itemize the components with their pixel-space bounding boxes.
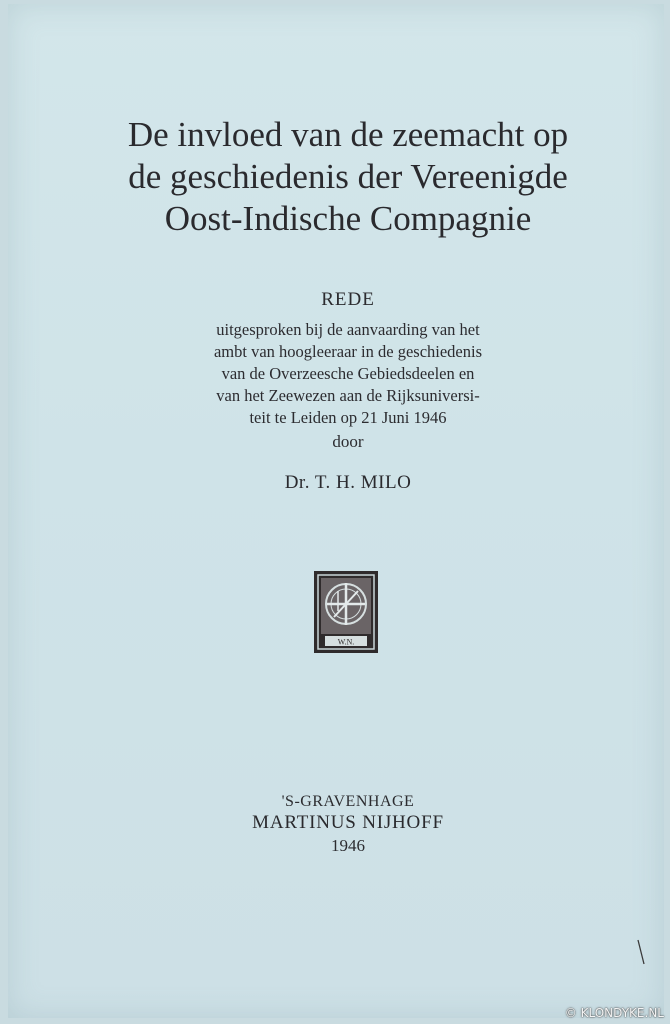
description-line: van de Overzeesche Gebiedsdeelen en xyxy=(221,364,475,383)
book-title xyxy=(68,114,628,240)
title-line: De invloed van de zeemacht op xyxy=(127,115,569,154)
description-line: ambt van hoogleeraar in de geschiedenis xyxy=(213,342,483,361)
description-line: teit te Leiden op 21 Juni 1946 xyxy=(249,408,447,427)
book-cover xyxy=(8,4,664,1018)
rede-heading: REDE xyxy=(321,289,375,310)
title-line: de geschiedenis der Vereenigde xyxy=(128,157,568,196)
title-line: Oost-Indische Compagnie xyxy=(164,199,532,238)
publication-year: 1946 xyxy=(331,836,365,855)
watermark: © KLONDYKE.NL xyxy=(564,1006,664,1020)
publisher-emblem-icon xyxy=(314,571,378,653)
description-line: uitgesproken bij de aanvaarding van het xyxy=(216,320,480,339)
emblem-label: W.N. xyxy=(337,637,355,647)
speech-description xyxy=(158,319,538,429)
publication-place: 'S-GRAVENHAGE xyxy=(281,793,415,810)
description-line: van het Zeewezen aan de Rijksuniversi- xyxy=(216,386,480,405)
publisher-name: MARTINUS NIJHOFF xyxy=(252,812,444,833)
door-text: door xyxy=(332,432,364,451)
author-name: Dr. T. H. MILO xyxy=(284,472,412,493)
pen-mark xyxy=(636,939,646,965)
